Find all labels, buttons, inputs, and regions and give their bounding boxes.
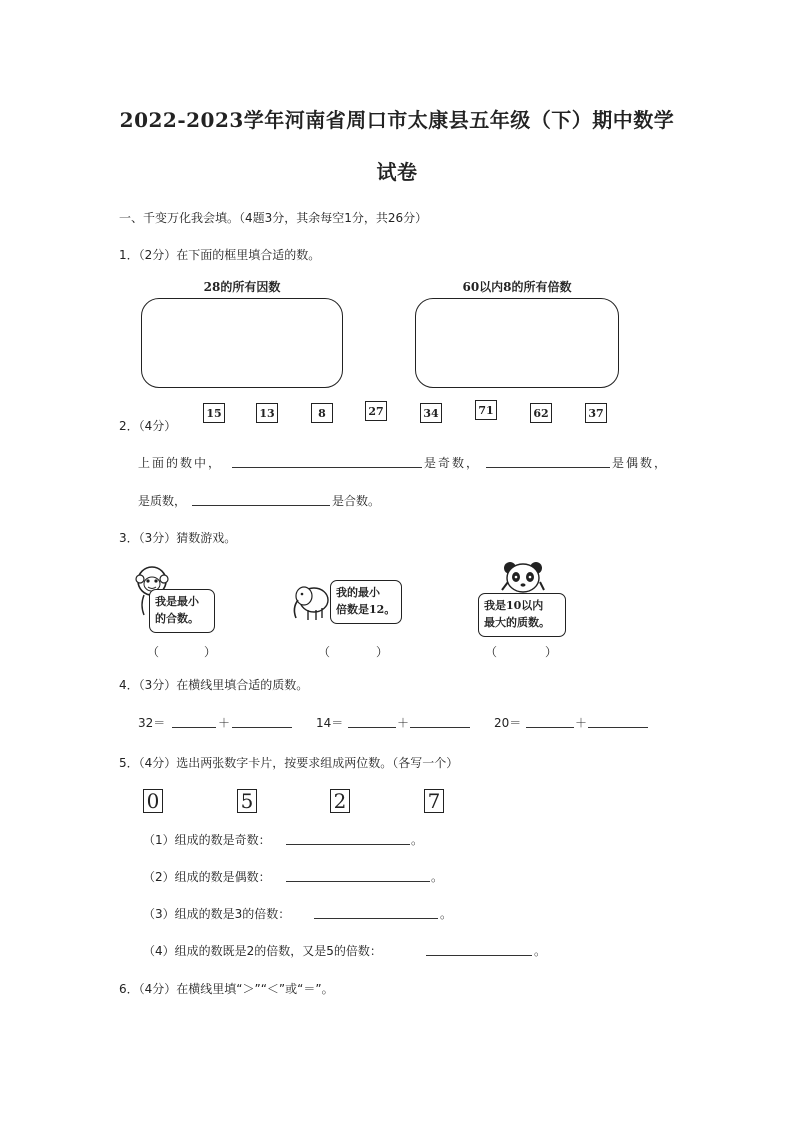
eq3-label: 20＝ — [494, 716, 522, 730]
bubble3-line1: 我是10以内 — [484, 599, 544, 612]
question-2: 2．（4分） — [119, 419, 177, 433]
number-card: 34 — [420, 403, 442, 423]
question-4: 4．（3分）在横线里填合适的质数。 — [119, 678, 309, 692]
eq1-blank-a[interactable] — [172, 715, 216, 728]
multiple-of-2-and-5-blank[interactable] — [426, 943, 532, 956]
period: 。 — [440, 907, 453, 921]
answer-paren-2-close: ） — [376, 645, 389, 659]
even-number-blank[interactable] — [286, 869, 430, 882]
page-title: 2022-2023学年河南省周口市太康县五年级（下）期中数学 — [119, 108, 675, 132]
plus-sign: ＋ — [218, 716, 231, 730]
answer-paren-1-close: ） — [204, 645, 217, 659]
number-card: 15 — [203, 403, 225, 423]
eq3-blank-b[interactable] — [588, 715, 648, 728]
speech-bubble-2 — [330, 580, 402, 624]
q5-sub4: （4）组成的数既是2的倍数，又是5的倍数： — [143, 944, 382, 958]
multiple-of-3-blank[interactable] — [314, 906, 438, 919]
number-card: 37 — [585, 403, 607, 423]
answer-box-factors[interactable] — [141, 298, 343, 388]
question-5: 5．（4分）选出两张数字卡片，按要求组成两位数。（各写一个） — [119, 756, 459, 770]
plus-sign: ＋ — [397, 716, 410, 730]
period: 。 — [431, 870, 444, 884]
eq2-blank-a[interactable] — [348, 715, 396, 728]
prime-blank[interactable] — [192, 493, 330, 506]
answer-paren-3-close: ） — [545, 645, 558, 659]
answer-paren-1-open: （ — [147, 645, 160, 659]
speech-bubble-1 — [149, 589, 215, 633]
eq2-blank-b[interactable] — [410, 715, 470, 728]
eq2-label: 14＝ — [316, 716, 344, 730]
number-card: 13 — [256, 403, 278, 423]
plus-sign: ＋ — [575, 716, 588, 730]
answer-paren-2-open: （ — [318, 645, 331, 659]
digit-card: 5 — [237, 789, 257, 813]
period: 。 — [411, 833, 424, 847]
eq1-blank-b[interactable] — [232, 715, 292, 728]
q2-line1-start: 上面的数中， — [138, 456, 223, 470]
bubble3-line2: 最大的质数。 — [484, 616, 550, 629]
odd-number-blank[interactable] — [286, 832, 410, 845]
box2-label: 60以内8的所有倍数 — [462, 280, 572, 294]
number-card: 71 — [475, 400, 497, 420]
speech-bubble-3 — [478, 593, 566, 637]
question-3: 3．（3分）猜数游戏。 — [119, 531, 237, 545]
q5-sub2: （2）组成的数是偶数： — [143, 870, 271, 884]
number-card: 62 — [530, 403, 552, 423]
answer-box-multiples[interactable] — [415, 298, 619, 388]
eq3-blank-a[interactable] — [526, 715, 574, 728]
bubble1-line2: 的合数。 — [155, 612, 199, 625]
q2-line1-end: 是偶数， — [612, 456, 669, 470]
question-6: 6．（4分）在横线里填“＞”“＜”或“＝”。 — [119, 982, 334, 996]
panda-icon — [500, 560, 546, 596]
q2-line2-start: 是质数， — [138, 494, 187, 508]
number-card: 8 — [311, 403, 333, 423]
q5-sub3: （3）组成的数是3的倍数： — [143, 907, 291, 921]
bubble2-line1: 我的最小 — [336, 586, 380, 599]
answer-paren-3-open: （ — [485, 645, 498, 659]
q5-sub1: （1）组成的数是奇数： — [143, 833, 271, 847]
box1-label: 28的所有因数 — [203, 280, 281, 294]
q2-line2-end: 是合数。 — [332, 494, 381, 508]
odd-blank[interactable] — [232, 455, 422, 468]
even-blank[interactable] — [486, 455, 610, 468]
number-card: 27 — [365, 401, 387, 421]
elephant-icon — [290, 580, 332, 622]
question-1: 1．（2分）在下面的框里填合适的数。 — [119, 248, 321, 262]
digit-card: 7 — [424, 789, 444, 813]
eq1-label: 32＝ — [138, 716, 166, 730]
period: 。 — [534, 944, 547, 958]
q2-line1-mid: 是奇数， — [424, 456, 481, 470]
bubble2-line2: 倍数是12。 — [336, 603, 396, 616]
digit-card: 2 — [330, 789, 350, 813]
section-heading: 一、千变万化我会填。（4题3分，其余每空1分，共26分） — [119, 211, 428, 225]
digit-card: 0 — [143, 789, 163, 813]
bubble1-line1: 我是最小 — [155, 595, 199, 608]
page-title-cont: 试卷 — [376, 160, 418, 184]
